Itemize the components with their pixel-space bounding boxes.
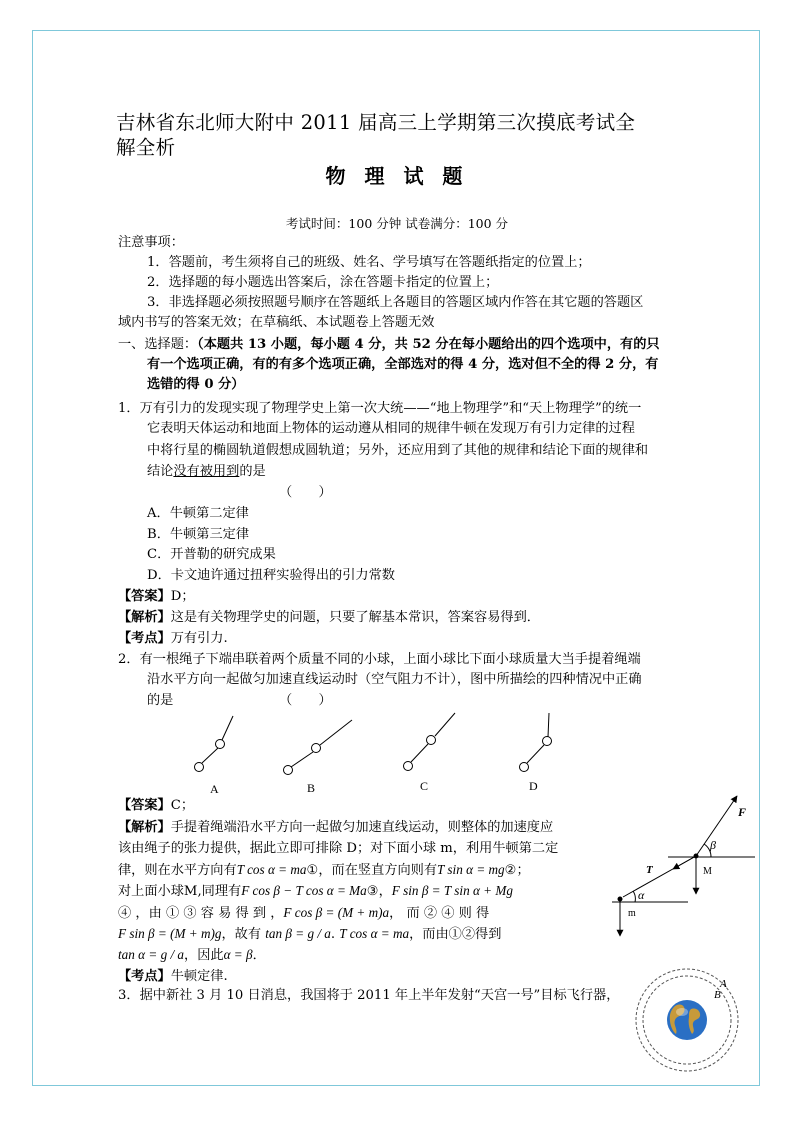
q1-line-4-b: 的是 [239, 464, 266, 479]
q1-analysis [118, 608, 540, 628]
q2-eq-num-2: ② [504, 863, 517, 878]
answer-tag: 【答案】 [118, 589, 171, 604]
q2-analysis-3c: ； [516, 863, 530, 878]
label-f: F [738, 805, 747, 819]
q1-analysis-text: 这是有关物理学史的问题，只要了解基本常识，答案容易得到． [170, 610, 540, 625]
keypoint-tag: 【考点】 [118, 969, 171, 984]
analysis-tag: 【解析】 [118, 820, 171, 835]
lower-ball [618, 897, 623, 902]
notice-item-3-cont: 域内书写的答案无效；在草稿纸、本试题卷上答题无效 [118, 315, 435, 330]
q2-figure-b [284, 720, 353, 775]
q2-answer-paren: （ ） [279, 693, 332, 708]
notice-heading: 注意事项： [118, 235, 184, 250]
q2-keypoint-text: 牛顿定律. [170, 969, 228, 984]
section-label: 一、选择题： [118, 337, 198, 352]
q2-line-2: 沿水平方向一起做匀加速直线运动时（空气阻力不计），图中所描绘的四种情况中正确 [147, 672, 642, 687]
q2-analysis-6a: ，故有 [221, 927, 262, 942]
q1-line-2: 它表明天体运动和地面上物体的运动遵从相同的规律牛顿在发现万有引力定律的过程 [147, 421, 635, 436]
q1-option-b: B．牛顿第三定律 [147, 527, 250, 542]
q1-option-a: A．牛顿第二定律 [147, 506, 249, 521]
notice-item-2: 2．选择题的每小题选出答案后，涂在答题卡指定的位置上； [147, 275, 499, 290]
q2-answer [118, 796, 194, 816]
earth-icon [667, 1000, 707, 1040]
q2-analysis-5b: ， 而 ② ④ 则 得 [389, 906, 490, 921]
q2-eq-6: F sin β = (M + m)g [118, 926, 222, 941]
q3-orbit-figure [630, 965, 750, 1073]
q2-analysis-line-6: F sin β = (M + m)g，故有 tan β = g / a. T cos α = ma，而由①②得到 [118, 926, 502, 942]
title-line-2: 解全析 [116, 136, 176, 159]
q2-analysis-5a: ④ ，由 ① ③ 容 易 得 到 ， [118, 906, 284, 921]
q2-analysis-line-3 [118, 860, 530, 881]
q1-answer-value: D； [170, 589, 195, 604]
label-t: T [646, 864, 653, 876]
q1-underlined-phrase: 没有被用到 [173, 464, 240, 479]
q2-eq-num-3: ③ [366, 884, 379, 899]
tension-arrow [673, 856, 696, 869]
q2-analysis-line-5 [118, 903, 489, 924]
force-f-arrow [696, 796, 737, 856]
orbit-label-b: B [714, 989, 721, 1001]
q2-label-b: B [307, 781, 316, 795]
label-upper-mass: M [703, 866, 712, 877]
q2-figure-c [404, 713, 456, 771]
title-line-1: 吉林省东北师大附中 2011 届高三上学期第三次摸底考试全 [116, 111, 636, 134]
q1-line-3: 中将行星的椭圆轨道假想成圆轨道；另外，还应用到了其他的规律和结论下面的规律和 [147, 443, 649, 458]
notice-item-1: 1．答题前，考生须将自己的班级、姓名、学号填写在答题纸指定的位置上； [147, 255, 591, 270]
q2-keypoint [118, 967, 228, 987]
q2-eq-2: T sin α = mg [437, 862, 505, 877]
section-desc-1: （本题共 13 小题，每小题 4 分，共 52 分在每小题给出的四个选项中，有的只 [197, 337, 660, 352]
q1-keypoint [118, 629, 228, 649]
q1-option-c: C．开普勒的研究成果 [147, 547, 276, 562]
q2-line-3: 的是 [147, 693, 174, 708]
q2-eq-10: α = β [223, 947, 253, 962]
q1-line-4-a: 结论 [147, 464, 174, 479]
q2-eq-3: F cos β − T cos α = Ma [241, 883, 367, 898]
q2-eq-num-1: ① [306, 863, 319, 878]
keypoint-tag: 【考点】 [118, 631, 171, 646]
q2-analysis-line-2: 该由绳子的张力提供，据此立即可排除 D；对下面小球 m，利用牛顿第二定 [118, 841, 559, 856]
q2-analysis-4a: 对上面小球M,同理有 [118, 884, 242, 899]
label-lower-mass: m [628, 908, 636, 919]
q2-answer-value: C； [170, 798, 195, 813]
exam-info: 考试时间：100 分钟 试卷满分：100 分 [285, 216, 509, 231]
q2-analysis-7a: ，因此 [184, 948, 224, 963]
label-beta: β [710, 838, 716, 852]
section-desc-3: 选错的得 0 分） [147, 377, 245, 392]
q2-analysis-7b: ． [252, 948, 266, 963]
orbit-label-a: A [720, 978, 727, 990]
notice-item-3: 3．非选择题必须按照题号顺序在答题纸上各题目的答题区域内作答在其它题的答题区 [147, 295, 644, 310]
label-alpha: α [638, 888, 645, 902]
q2-eq-1: T cos α = ma [236, 862, 307, 877]
q1-line-4 [147, 462, 266, 482]
q2-analysis-3b: ，而在竖直方向则有 [318, 863, 438, 878]
q2-analysis-text-1: 手提着绳端沿水平方向一起做匀加速直线运动，则整体的加速度应 [170, 820, 554, 835]
subtitle: 物 理 试 题 [325, 164, 469, 188]
q1-answer [118, 587, 195, 607]
q2-figure-a [195, 716, 234, 772]
q3-line-1: 3．据中新社 3 月 10 日消息，我国将于 2011 年上半年发射“天宫一号”目标飞行器， [118, 988, 620, 1003]
q2-analysis-line-1 [118, 818, 553, 838]
answer-tag: 【答案】 [118, 798, 171, 813]
q2-label-c: C [420, 779, 429, 793]
q1-keypoint-text: 万有引力. [170, 631, 228, 646]
upper-ball [694, 854, 699, 859]
q1-answer-paren: （ ） [279, 485, 332, 500]
q2-analysis-4b: ， [378, 884, 392, 899]
q2-analysis-6b: ，而由①②得到 [409, 927, 502, 942]
q2-eq-8: T cos α = ma [339, 926, 410, 941]
q2-figures [180, 708, 580, 803]
q1-option-d: D．卡文迪许通过扭秤实验得出的引力常数 [147, 568, 395, 583]
analysis-tag: 【解析】 [118, 610, 171, 625]
angle-alpha-arc [633, 891, 635, 902]
q2-label-a: A [210, 782, 219, 796]
q2-analysis-line-4 [118, 881, 513, 902]
section-heading [118, 335, 660, 355]
document-title [116, 110, 635, 160]
q2-eq-9: tan α = g / a [118, 947, 185, 962]
q2-figure-d [520, 713, 552, 772]
q2-line-1: 2．有一根绳子下端串联着两个质量不同的小球，上面小球比下面小球质量大当手提着绳端 [118, 652, 641, 667]
q2-eq-4: F sin β = T sin α + Mg [391, 883, 513, 898]
q2-analysis-line-7 [118, 945, 266, 966]
q2-eq-7: tan β = g / a [265, 926, 331, 941]
q2-label-d: D [529, 779, 538, 793]
q1-line-1: 1．万有引力的发现实现了物理学史上第一次大统——“地上物理学”和“天上物理学”的统一 [118, 401, 642, 416]
q2-eq-5: F cos β = (M + m)a [283, 905, 390, 920]
section-desc-2: 有一个选项正确，有的有多个选项正确，全部选对的得 4 分，选对但不全的得 2 分，有 [147, 357, 659, 372]
q2-analysis-3a: 律，则在水平方向有 [118, 863, 237, 878]
q2-force-diagram [590, 786, 760, 946]
